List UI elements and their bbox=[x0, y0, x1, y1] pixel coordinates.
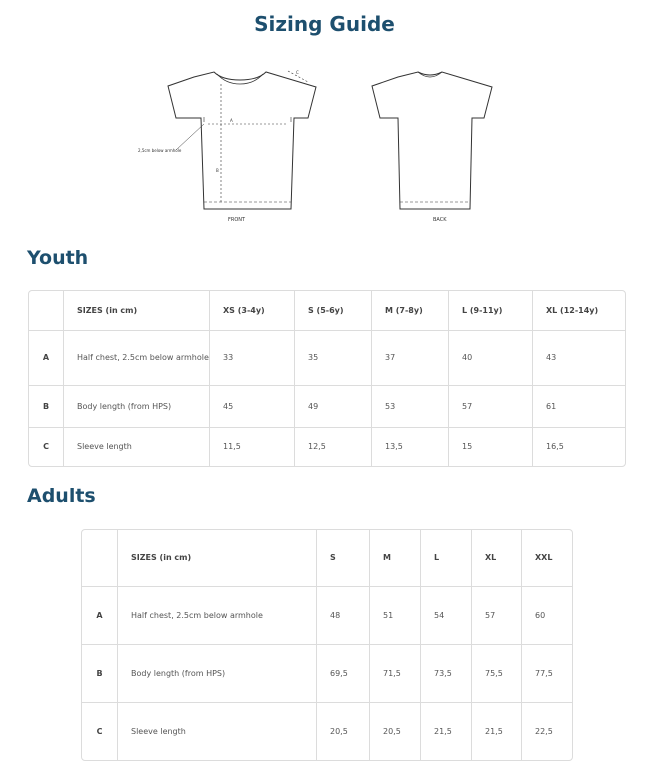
table-cell: 69,5 bbox=[317, 645, 370, 703]
row-label: Half chest, 2.5cm below armhole bbox=[118, 587, 317, 645]
header-cell: M (7-8y) bbox=[372, 291, 449, 331]
table-header-row bbox=[29, 291, 625, 331]
table-row bbox=[29, 428, 625, 466]
table-cell: 53 bbox=[372, 386, 449, 428]
adults-heading: Adults bbox=[27, 485, 96, 507]
header-cell: XXL bbox=[522, 530, 572, 587]
table-cell: 77,5 bbox=[522, 645, 572, 703]
table-cell: 71,5 bbox=[370, 645, 421, 703]
table-row bbox=[82, 587, 572, 645]
table-row bbox=[82, 703, 572, 760]
adults-size-table bbox=[81, 529, 573, 761]
header-cell: XS (3-4y) bbox=[210, 291, 295, 331]
table-cell: 73,5 bbox=[421, 645, 472, 703]
table-cell: 11,5 bbox=[210, 428, 295, 466]
tshirt-front bbox=[168, 71, 316, 209]
table-cell: 49 bbox=[295, 386, 372, 428]
table-cell: 33 bbox=[210, 331, 295, 386]
tshirt-diagram bbox=[136, 62, 526, 227]
table-cell: 12,5 bbox=[295, 428, 372, 466]
header-cell: SIZES (in cm) bbox=[64, 291, 210, 331]
row-code: A bbox=[82, 587, 118, 645]
front-label: FRONT bbox=[228, 217, 246, 223]
table-cell: 37 bbox=[372, 331, 449, 386]
table-cell: 54 bbox=[421, 587, 472, 645]
table-cell: 60 bbox=[522, 587, 572, 645]
row-label: Body length (from HPS) bbox=[64, 386, 210, 428]
youth-size-table bbox=[28, 290, 626, 467]
header-cell: XL (12-14y) bbox=[533, 291, 625, 331]
table-cell: 43 bbox=[533, 331, 625, 386]
table-cell: 35 bbox=[295, 331, 372, 386]
header-cell: L (9-11y) bbox=[449, 291, 533, 331]
row-code: A bbox=[29, 331, 64, 386]
header-cell: S (5-6y) bbox=[295, 291, 372, 331]
row-label: Body length (from HPS) bbox=[118, 645, 317, 703]
header-cell: M bbox=[370, 530, 421, 587]
header-cell: SIZES (in cm) bbox=[118, 530, 317, 587]
marker-b: B bbox=[216, 168, 219, 173]
table-cell: 21,5 bbox=[421, 703, 472, 760]
table-cell: 45 bbox=[210, 386, 295, 428]
marker-a: A bbox=[230, 118, 233, 123]
table-row bbox=[29, 331, 625, 386]
row-code: C bbox=[29, 428, 64, 466]
row-label: Sleeve length bbox=[118, 703, 317, 760]
back-label: BACK bbox=[433, 217, 447, 223]
header-empty bbox=[82, 530, 118, 587]
table-cell: 13,5 bbox=[372, 428, 449, 466]
row-label: Sleeve length bbox=[64, 428, 210, 466]
marker-c: C bbox=[296, 70, 299, 75]
table-cell: 21,5 bbox=[472, 703, 522, 760]
row-code: C bbox=[82, 703, 118, 760]
table-row bbox=[82, 645, 572, 703]
table-cell: 22,5 bbox=[535, 726, 553, 736]
table-cell: 20,5 bbox=[317, 703, 370, 760]
table-cell: 57 bbox=[472, 587, 522, 645]
row-code: B bbox=[82, 645, 118, 703]
table-cell: 40 bbox=[449, 331, 533, 386]
table-cell: 20,5 bbox=[370, 703, 421, 760]
youth-heading: Youth bbox=[27, 247, 89, 269]
header-cell: XL bbox=[472, 530, 522, 587]
page-title: Sizing Guide bbox=[254, 12, 395, 36]
table-cell: 48 bbox=[317, 587, 370, 645]
table-cell: 51 bbox=[370, 587, 421, 645]
table-cell: 75,5 bbox=[472, 645, 522, 703]
table-cell: 57 bbox=[449, 386, 533, 428]
header-cell: S bbox=[317, 530, 370, 587]
armhole-annotation: 2,5cm below armhole bbox=[138, 148, 182, 153]
table-cell: 16,5 bbox=[546, 442, 564, 451]
header-cell: L bbox=[421, 530, 472, 587]
table-header-row bbox=[82, 530, 572, 587]
table-row bbox=[29, 386, 625, 428]
row-label: Half chest, 2.5cm below armhole bbox=[64, 331, 210, 386]
header-empty bbox=[29, 291, 64, 331]
table-cell: 15 bbox=[449, 428, 533, 466]
tshirt-back bbox=[372, 72, 492, 209]
row-code: B bbox=[29, 386, 64, 428]
table-cell: 61 bbox=[533, 386, 625, 428]
